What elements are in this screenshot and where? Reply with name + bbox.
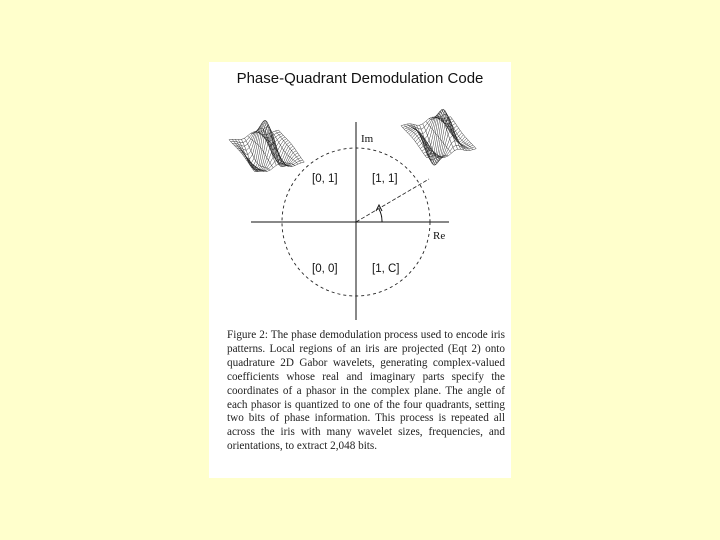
figure-title: Phase-Quadrant Demodulation Code [236,70,484,87]
even-gabor-wavelet-surface-icon [229,120,304,172]
quadrant-label-top-left: [0, 1] [312,173,338,185]
imag-axis-label: Im [361,133,374,145]
real-axis-label: Re [433,230,446,242]
odd-gabor-wavelet-surface-icon [401,109,476,165]
quadrant-label-bottom-right: [1, C] [372,263,400,275]
phasor-vector [356,179,429,222]
figure-page [209,62,511,478]
quadrant-label-bottom-left: [0, 0] [312,263,338,275]
phase-quadrant-diagram [209,62,511,324]
figure-caption: Figure 2: The phase demodulation process used to encode iris patterns. Local regions of an iris are projected (Eqt 2) onto quadrature 2D Gabor wavelets, generating complex-valued coefficients whose real and imaginary parts specify the coordinates of a phasor in the complex plane. The angle of each phasor is quantized to one of the four quadrants, setting two bits of phase information. This process is repeated all across the iris with many wavelet sizes, frequencies, and orientations, to extract 2,048 bits. [227,329,505,453]
quadrant-label-top-right: [1, 1] [372,173,398,185]
